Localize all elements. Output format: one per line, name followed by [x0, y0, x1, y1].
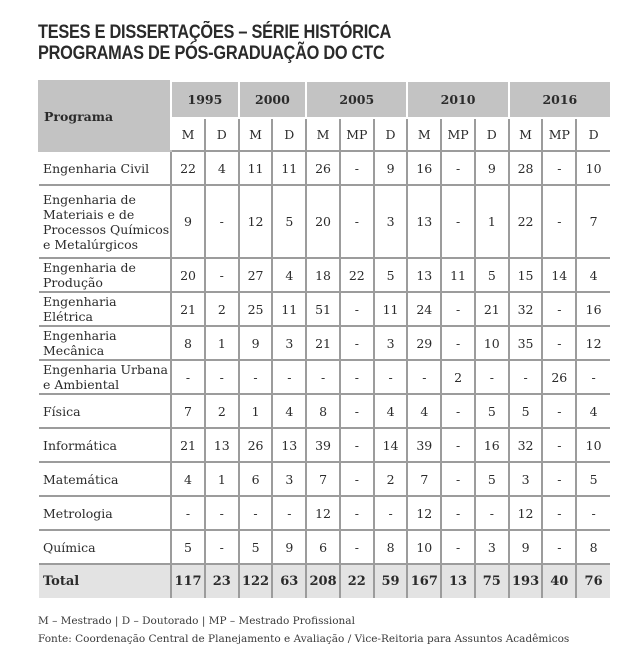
value-cell: - — [340, 326, 374, 360]
value-cell: - — [407, 360, 441, 394]
year-header: 2000 — [239, 81, 307, 118]
value-cell: - — [441, 185, 475, 258]
value-cell: 13 — [441, 564, 475, 598]
year-header-row — [39, 81, 610, 118]
value-cell: 2 — [374, 462, 408, 496]
value-cell: 8 — [576, 530, 610, 564]
value-cell: - — [171, 496, 205, 530]
value-cell: 5 — [475, 394, 509, 428]
value-cell: - — [306, 360, 340, 394]
value-cell: 12 — [407, 496, 441, 530]
value-cell: 12 — [576, 326, 610, 360]
value-cell: 10 — [407, 530, 441, 564]
value-cell: - — [239, 360, 273, 394]
degree-header: M — [239, 118, 273, 151]
value-cell: - — [171, 360, 205, 394]
value-cell: - — [340, 360, 374, 394]
value-cell: - — [374, 360, 408, 394]
value-cell: 21 — [171, 292, 205, 326]
value-cell: 11 — [272, 151, 306, 185]
degree-header: M — [171, 118, 205, 151]
value-cell: - — [441, 151, 475, 185]
degree-header: D — [374, 118, 408, 151]
value-cell: - — [542, 496, 576, 530]
value-cell: 11 — [441, 258, 475, 292]
value-cell: 1 — [205, 462, 239, 496]
table-row — [39, 496, 610, 530]
value-cell: 6 — [306, 530, 340, 564]
degree-header: D — [205, 118, 239, 151]
document-title — [38, 22, 391, 64]
value-cell: - — [340, 185, 374, 258]
degree-header: MP — [441, 118, 475, 151]
degree-header: D — [576, 118, 610, 151]
value-cell: 23 — [205, 564, 239, 598]
value-cell: 32 — [509, 292, 543, 326]
table-row — [39, 428, 610, 462]
value-cell: 4 — [205, 151, 239, 185]
program-name: Engenharia de Materiais e de Processos Químicos e Metalúrgicos — [39, 185, 171, 258]
table-row — [39, 326, 610, 360]
program-column-header: Programa — [39, 81, 171, 151]
value-cell: 10 — [576, 428, 610, 462]
value-cell: - — [374, 496, 408, 530]
value-cell: 5 — [576, 462, 610, 496]
value-cell: 51 — [306, 292, 340, 326]
value-cell: - — [441, 394, 475, 428]
value-cell: 12 — [306, 496, 340, 530]
value-cell: 10 — [576, 151, 610, 185]
program-name: Engenharia de Produção — [39, 258, 171, 292]
value-cell: - — [340, 428, 374, 462]
value-cell: 9 — [272, 530, 306, 564]
table-row — [39, 185, 610, 258]
value-cell: 22 — [340, 258, 374, 292]
value-cell: 5 — [509, 394, 543, 428]
value-cell: 4 — [576, 258, 610, 292]
value-cell: - — [441, 428, 475, 462]
value-cell: - — [340, 292, 374, 326]
value-cell: 7 — [171, 394, 205, 428]
value-cell: 22 — [171, 151, 205, 185]
value-cell: 39 — [407, 428, 441, 462]
value-cell: 40 — [542, 564, 576, 598]
value-cell: 24 — [407, 292, 441, 326]
value-cell: 21 — [306, 326, 340, 360]
theses-table — [38, 80, 610, 598]
value-cell: - — [239, 496, 273, 530]
value-cell: 3 — [374, 326, 408, 360]
value-cell: 9 — [509, 530, 543, 564]
value-cell: - — [272, 360, 306, 394]
value-cell: - — [340, 394, 374, 428]
value-cell: - — [340, 151, 374, 185]
degree-header: D — [272, 118, 306, 151]
value-cell: - — [205, 530, 239, 564]
table-row — [39, 258, 610, 292]
table-row — [39, 151, 610, 185]
value-cell: 16 — [407, 151, 441, 185]
value-cell: 11 — [374, 292, 408, 326]
value-cell: 5 — [171, 530, 205, 564]
value-cell: 9 — [374, 151, 408, 185]
value-cell: 4 — [407, 394, 441, 428]
degree-header: M — [509, 118, 543, 151]
value-cell: - — [542, 462, 576, 496]
program-name: Metrologia — [39, 496, 171, 530]
value-cell: 75 — [475, 564, 509, 598]
value-cell: - — [205, 496, 239, 530]
value-cell: 12 — [239, 185, 273, 258]
value-cell: 6 — [239, 462, 273, 496]
value-cell: 20 — [171, 258, 205, 292]
source-note: Fonte: Coordenação Central de Planejamento e Avaliação / Vice-Reitoria para Assuntos Acadêmicos — [38, 633, 570, 645]
program-name: Química — [39, 530, 171, 564]
value-cell: 3 — [272, 462, 306, 496]
value-cell: - — [475, 360, 509, 394]
value-cell: 14 — [542, 258, 576, 292]
program-name: Engenharia Civil — [39, 151, 171, 185]
value-cell: 28 — [509, 151, 543, 185]
value-cell: 3 — [509, 462, 543, 496]
value-cell: 76 — [576, 564, 610, 598]
value-cell: 3 — [475, 530, 509, 564]
value-cell: 21 — [475, 292, 509, 326]
value-cell: 8 — [171, 326, 205, 360]
value-cell: 21 — [171, 428, 205, 462]
value-cell: 13 — [407, 258, 441, 292]
value-cell: - — [205, 185, 239, 258]
value-cell: - — [542, 428, 576, 462]
table-row — [39, 360, 610, 394]
value-cell: 13 — [407, 185, 441, 258]
value-cell: 2 — [441, 360, 475, 394]
value-cell: - — [205, 360, 239, 394]
value-cell: 59 — [374, 564, 408, 598]
value-cell: 3 — [374, 185, 408, 258]
table-row — [39, 394, 610, 428]
value-cell: 5 — [475, 258, 509, 292]
value-cell: 4 — [272, 394, 306, 428]
value-cell: 16 — [475, 428, 509, 462]
value-cell: - — [576, 360, 610, 394]
value-cell: 26 — [542, 360, 576, 394]
value-cell: 167 — [407, 564, 441, 598]
value-cell: 5 — [272, 185, 306, 258]
value-cell: - — [441, 462, 475, 496]
degree-header: M — [407, 118, 441, 151]
value-cell: - — [542, 326, 576, 360]
value-cell: - — [475, 496, 509, 530]
value-cell: 4 — [374, 394, 408, 428]
degree-header: MP — [340, 118, 374, 151]
value-cell: 39 — [306, 428, 340, 462]
value-cell: 7 — [306, 462, 340, 496]
value-cell: 13 — [272, 428, 306, 462]
table-row — [39, 292, 610, 326]
value-cell: - — [542, 185, 576, 258]
value-cell: 1 — [205, 326, 239, 360]
year-header: 2010 — [407, 81, 508, 118]
table-row — [39, 530, 610, 564]
value-cell: 3 — [272, 326, 306, 360]
value-cell: 22 — [509, 185, 543, 258]
table-row — [39, 462, 610, 496]
value-cell: 26 — [306, 151, 340, 185]
value-cell: - — [272, 496, 306, 530]
value-cell: - — [205, 258, 239, 292]
year-header: 2016 — [509, 81, 610, 118]
value-cell: - — [340, 530, 374, 564]
title-line-1: TESES E DISSERTAÇÕES – SÉRIE HISTÓRICA — [38, 22, 392, 43]
program-name: Física — [39, 394, 171, 428]
program-name: Engenharia Elétrica — [39, 292, 171, 326]
value-cell: 208 — [306, 564, 340, 598]
value-cell: 4 — [171, 462, 205, 496]
value-cell: 20 — [306, 185, 340, 258]
value-cell: 2 — [205, 292, 239, 326]
value-cell: - — [441, 326, 475, 360]
value-cell: 11 — [239, 151, 273, 185]
value-cell: 10 — [475, 326, 509, 360]
table-body — [39, 151, 610, 598]
value-cell: - — [340, 496, 374, 530]
value-cell: 12 — [509, 496, 543, 530]
value-cell: 25 — [239, 292, 273, 326]
degree-header: MP — [542, 118, 576, 151]
legend-note: M – Mestrado | D – Doutorado | MP – Mestrado Profissional — [38, 615, 355, 627]
value-cell: - — [441, 292, 475, 326]
value-cell: 4 — [576, 394, 610, 428]
value-cell: 7 — [576, 185, 610, 258]
value-cell: 8 — [374, 530, 408, 564]
value-cell: 15 — [509, 258, 543, 292]
value-cell: 193 — [509, 564, 543, 598]
value-cell: 14 — [374, 428, 408, 462]
value-cell: 5 — [475, 462, 509, 496]
degree-header: M — [306, 118, 340, 151]
value-cell: - — [542, 530, 576, 564]
value-cell: 32 — [509, 428, 543, 462]
total-row — [39, 564, 610, 598]
value-cell: 5 — [239, 530, 273, 564]
value-cell: 35 — [509, 326, 543, 360]
program-name: Total — [39, 564, 171, 598]
year-header: 1995 — [171, 81, 239, 118]
value-cell: 4 — [272, 258, 306, 292]
value-cell: - — [441, 496, 475, 530]
value-cell: - — [441, 530, 475, 564]
value-cell: 13 — [205, 428, 239, 462]
value-cell: 1 — [475, 185, 509, 258]
value-cell: 26 — [239, 428, 273, 462]
program-name: Engenharia Urbana e Ambiental — [39, 360, 171, 394]
value-cell: - — [340, 462, 374, 496]
value-cell: - — [542, 292, 576, 326]
value-cell: 122 — [239, 564, 273, 598]
title-line-2: PROGRAMAS DE PÓS-GRADUAÇÃO DO CTC — [38, 43, 385, 64]
value-cell: 27 — [239, 258, 273, 292]
program-name: Matemática — [39, 462, 171, 496]
value-cell: - — [542, 151, 576, 185]
degree-header: D — [475, 118, 509, 151]
value-cell: 2 — [205, 394, 239, 428]
program-name: Informática — [39, 428, 171, 462]
value-cell: - — [509, 360, 543, 394]
value-cell: 9 — [239, 326, 273, 360]
year-header: 2005 — [306, 81, 407, 118]
value-cell: 5 — [374, 258, 408, 292]
table-notes — [38, 612, 569, 648]
value-cell: 9 — [171, 185, 205, 258]
program-name: Engenharia Mecânica — [39, 326, 171, 360]
value-cell: 11 — [272, 292, 306, 326]
value-cell: 9 — [475, 151, 509, 185]
value-cell: - — [576, 496, 610, 530]
value-cell: 117 — [171, 564, 205, 598]
value-cell: - — [542, 394, 576, 428]
value-cell: 16 — [576, 292, 610, 326]
value-cell: 7 — [407, 462, 441, 496]
value-cell: 63 — [272, 564, 306, 598]
value-cell: 1 — [239, 394, 273, 428]
value-cell: 8 — [306, 394, 340, 428]
value-cell: 22 — [340, 564, 374, 598]
value-cell: 29 — [407, 326, 441, 360]
value-cell: 18 — [306, 258, 340, 292]
